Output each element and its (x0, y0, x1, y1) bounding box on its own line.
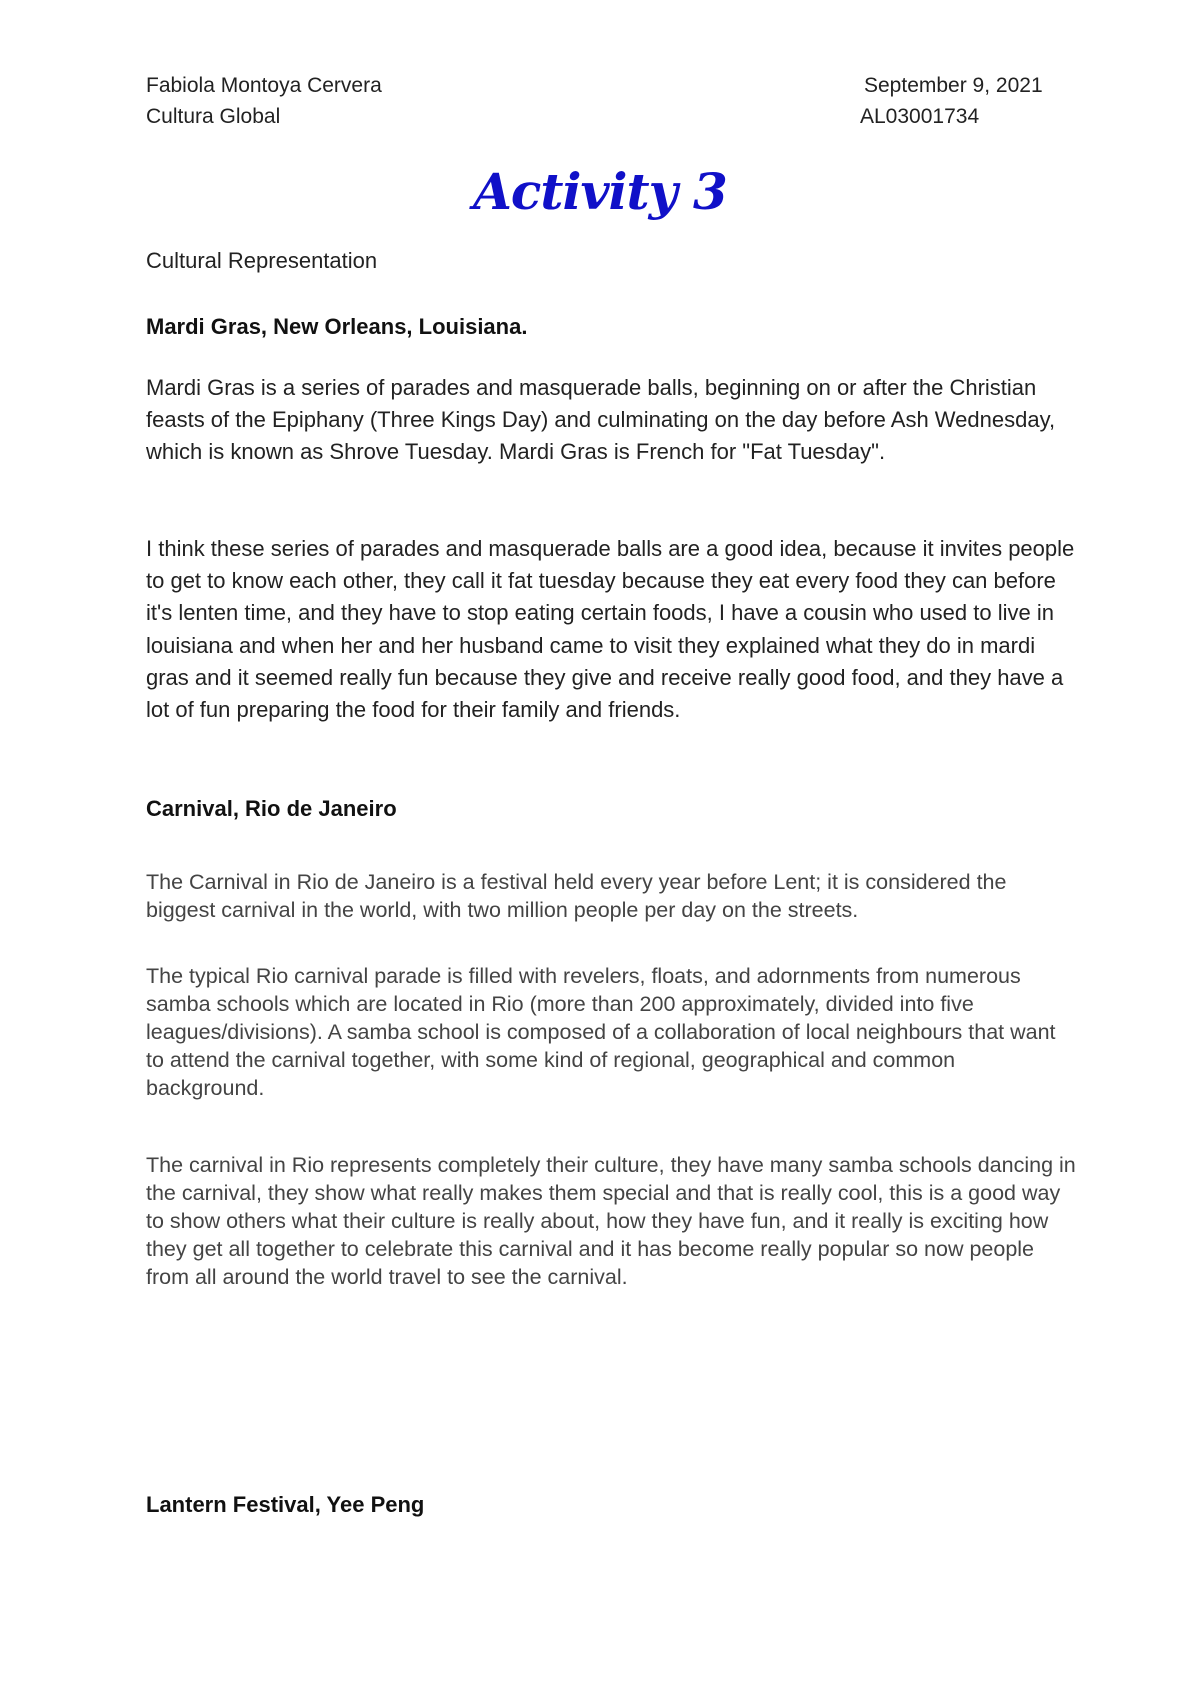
paragraph-carnival-description: The Carnival in Rio de Janeiro is a festival held every year before Lent; it is considered the biggest carnival in the world, with two million people per day on the streets. (146, 870, 1007, 922)
author-name: Fabiola Montoya Cervera (146, 74, 382, 97)
document-title: Activity 3 (473, 162, 727, 221)
paragraph-carnival-parade: The typical Rio carnival parade is filled with revelers, floats, and adornments from numerous samba schools which are located in Rio (more than 200 approximately, divided into five leagues/divisions). A samba school is composed of a collaboration of local neighbours that want to attend the carnival together, with some kind of regional, geographical and common background. (146, 964, 1056, 1100)
student-id: AL03001734 (860, 105, 980, 128)
section-heading-carnival: Carnival, Rio de Janeiro (146, 796, 397, 821)
section-heading-lantern-festival: Lantern Festival, Yee Peng (146, 1492, 425, 1517)
section-heading-mardi-gras: Mardi Gras, New Orleans, Louisiana. (146, 314, 528, 339)
paragraph-mardi-gras-opinion: I think these series of parades and masquerade balls are a good idea, because it invites people to get to know each other, they call it fat tuesday because they eat every food they can before it's lenten time, and they have to stop eating certain foods, I have a cousin who used to live in louisiana and when her and her husband came to visit they explained what they do in mardi gras and it seemed really fun because they give and receive really good food, and they have a lot of fun preparing the food for their family and friends. (146, 536, 1075, 723)
paragraph-mardi-gras-description: Mardi Gras is a series of parades and masquerade balls, beginning on or after the Christian feasts of the Epiphany (Three Kings Day) and culminating on the day before Ash Wednesday, which is known as Shrove Tuesday. Mardi Gras is French for "Fat Tuesday". (146, 375, 1056, 465)
course-name: Cultura Global (146, 105, 281, 128)
document-subtitle: Cultural Representation (146, 248, 378, 273)
document-date: September 9, 2021 (864, 74, 1043, 97)
paragraph-carnival-opinion: The carnival in Rio represents completely their culture, they have many samba schools dancing in the carnival, they show what really makes them special and that is really cool, this is a good way to show others what their culture is really about, how they have fun, and it really is exciting how they get all together to celebrate this carnival and it has become really popular so now people from all around the world travel to see the carnival. (146, 1153, 1076, 1289)
